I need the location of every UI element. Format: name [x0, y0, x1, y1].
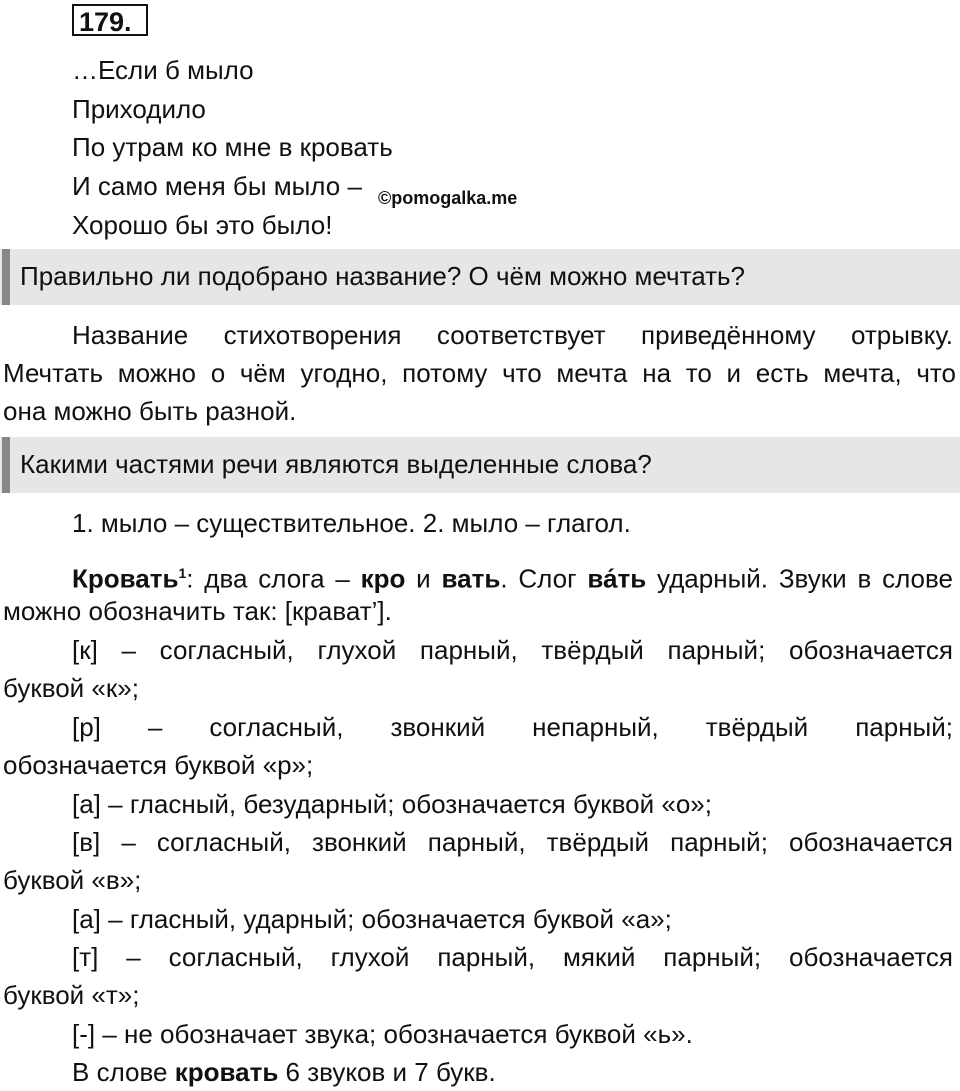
- keyword: кровать: [174, 1057, 279, 1087]
- sound-line: [р] – согласный, звонкий непарный, твёрдый парный;: [72, 712, 953, 742]
- sound-line: [а] – гласный, ударный; обозначается буквой «а»;: [72, 904, 672, 934]
- sound-line: [а] – гласный, безударный; обозначается буквой «о»;: [72, 789, 712, 819]
- question-bar: [0, 249, 960, 305]
- poem-line: Приходило: [72, 94, 206, 124]
- answer-line: 1. мыло – существительное. 2. мыло – глагол.: [72, 508, 631, 538]
- text: и: [405, 563, 442, 594]
- sound-line: [т] – согласный, глухой парный, мякий парный; обозначается: [72, 942, 953, 972]
- text: В слове: [72, 1057, 175, 1087]
- answer-line: она можно быть разной.: [3, 396, 297, 426]
- analysis-line: можно обозначить так: [крават’].: [3, 596, 392, 626]
- exercise-number: 179.: [72, 4, 148, 36]
- question-text: Правильно ли подобрано название? О чём можно мечтать?: [20, 261, 745, 291]
- sound-line: [в] – согласный, звонкий парный, твёрдый парный; обозначается: [72, 827, 953, 857]
- sound-line: буквой «в»;: [3, 865, 142, 895]
- sound-line: [к] – согласный, глухой парный, твёрдый парный; обозначается: [72, 635, 953, 665]
- analysis-line: [72, 558, 953, 594]
- answer-line: Название стихотворения соответствует приведённому отрывку.: [72, 320, 953, 350]
- text: . Слог: [500, 563, 588, 594]
- final-line: [72, 1057, 496, 1087]
- watermark: ©pomogalka.me: [378, 188, 518, 208]
- poem-line: По утрам ко мне в кровать: [72, 132, 393, 162]
- sound-line: буквой «т»;: [3, 980, 140, 1010]
- text: : два слога –: [186, 563, 361, 594]
- footnote-mark: 1: [178, 565, 187, 581]
- answer-line: Мечтать можно о чём угодно, потому что мечта на то и есть мечта, что: [3, 358, 956, 388]
- poem-line: Хорошо бы это было!: [72, 210, 333, 240]
- sound-line: буквой «к»;: [3, 673, 139, 703]
- sound-line: [-] – не обозначает звука; обозначается буквой «ь».: [72, 1019, 693, 1049]
- question-text: Какими частями речи являются выделенные слова?: [20, 449, 652, 479]
- text: ударный. Звуки в слове: [646, 563, 953, 594]
- text: 6 звуков и 7 букв.: [278, 1057, 496, 1087]
- syllable: кро: [360, 563, 406, 594]
- poem-line: …Если б мыло: [72, 55, 254, 85]
- question-stripe: [2, 249, 10, 305]
- sound-line: обозначается буквой «р»;: [3, 750, 314, 780]
- syllable: вать: [441, 563, 501, 594]
- keyword: Кровать: [72, 563, 179, 594]
- poem-line: И само меня бы мыло –: [72, 171, 362, 201]
- question-stripe: [2, 437, 10, 493]
- syllable: ва́ть: [587, 563, 647, 594]
- question-bar: [0, 437, 960, 493]
